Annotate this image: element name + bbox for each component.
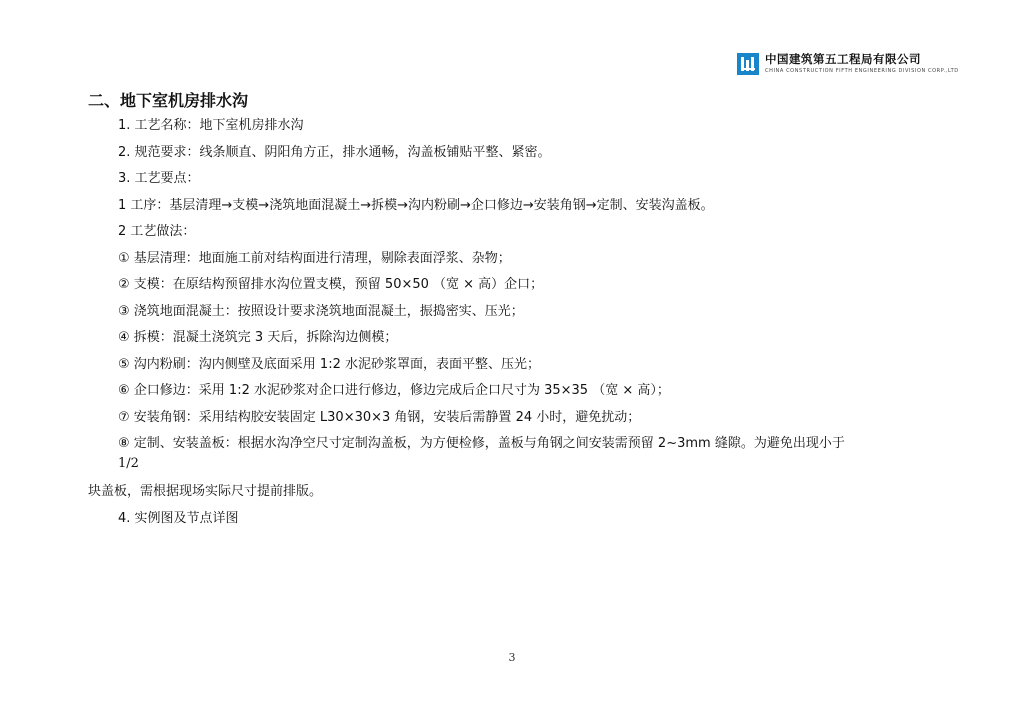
method-heading: 2 工艺做法：	[118, 224, 196, 239]
step-2-line: ② 支模：在原结构预留排水沟位置支模，预留 50×50 （宽 × 高）企口；	[118, 277, 544, 292]
step-8-line: ⑧ 定制、安装盖板：根据水沟净空尺寸定制沟盖板，为方便检修，盖板与角钢之间安装需预留 2~3mm 缝隙。为避免出现小于	[118, 436, 845, 451]
company-name-cn: 中国建筑第五工程局有限公司	[765, 52, 921, 66]
section-title: 二、地下室机房排水沟	[88, 91, 249, 110]
examples-heading: 4. 实例图及节点详图	[118, 511, 239, 526]
step-1-line: ① 基层清理：地面施工前对结构面进行清理，剔除表面浮浆、杂物；	[118, 251, 511, 266]
page-number: 3	[508, 651, 516, 664]
step-3-line: ③ 浇筑地面混凝土：按照设计要求浇筑地面混凝土，振捣密实、压光；	[118, 304, 524, 319]
page-header	[737, 52, 959, 79]
company-logo	[737, 53, 759, 75]
company-name-block	[765, 53, 959, 75]
step-6-line: ⑥ 企口修边：采用 1:2 水泥砂浆对企口进行修边，修边完成后企口尺寸为 35×35 （宽 × 高）；	[118, 383, 670, 398]
step-4-line: ④ 拆模：混凝土浇筑完 3 天后，拆除沟边侧模；	[118, 330, 398, 345]
process-name-line: 1. 工艺名称：地下室机房排水沟	[118, 118, 304, 133]
step-5-line: ⑤ 沟内粉刷：沟内侧壁及底面采用 1:2 水泥砂浆罩面，表面平整、压光；	[118, 357, 540, 372]
process-points-heading: 3. 工艺要点：	[118, 171, 200, 186]
company-name-en: CHINA CONSTRUCTION FIFTH ENGINEERING DIVISION CORP.,LTD	[765, 68, 959, 74]
step-7-line: ⑦ 安装角钢：采用结构胶安装固定 L30×30×3 角钢，安装后需静置 24 小时，避免扰动；	[118, 410, 641, 425]
procedure-line: 1 工序：基层清理→支模→浇筑地面混凝土→拆模→沟内粉刷→企口修边→安装角钢→定制、安装沟盖板。	[118, 198, 714, 213]
spec-requirement-line: 2. 规范要求：线条顺直、阴阳角方正，排水通畅，沟盖板铺贴平整、紧密。	[118, 145, 551, 160]
step-8-fraction: 1/2	[118, 456, 139, 471]
step-8-continuation: 块盖板，需根据现场实际尺寸提前排版。	[88, 484, 323, 499]
